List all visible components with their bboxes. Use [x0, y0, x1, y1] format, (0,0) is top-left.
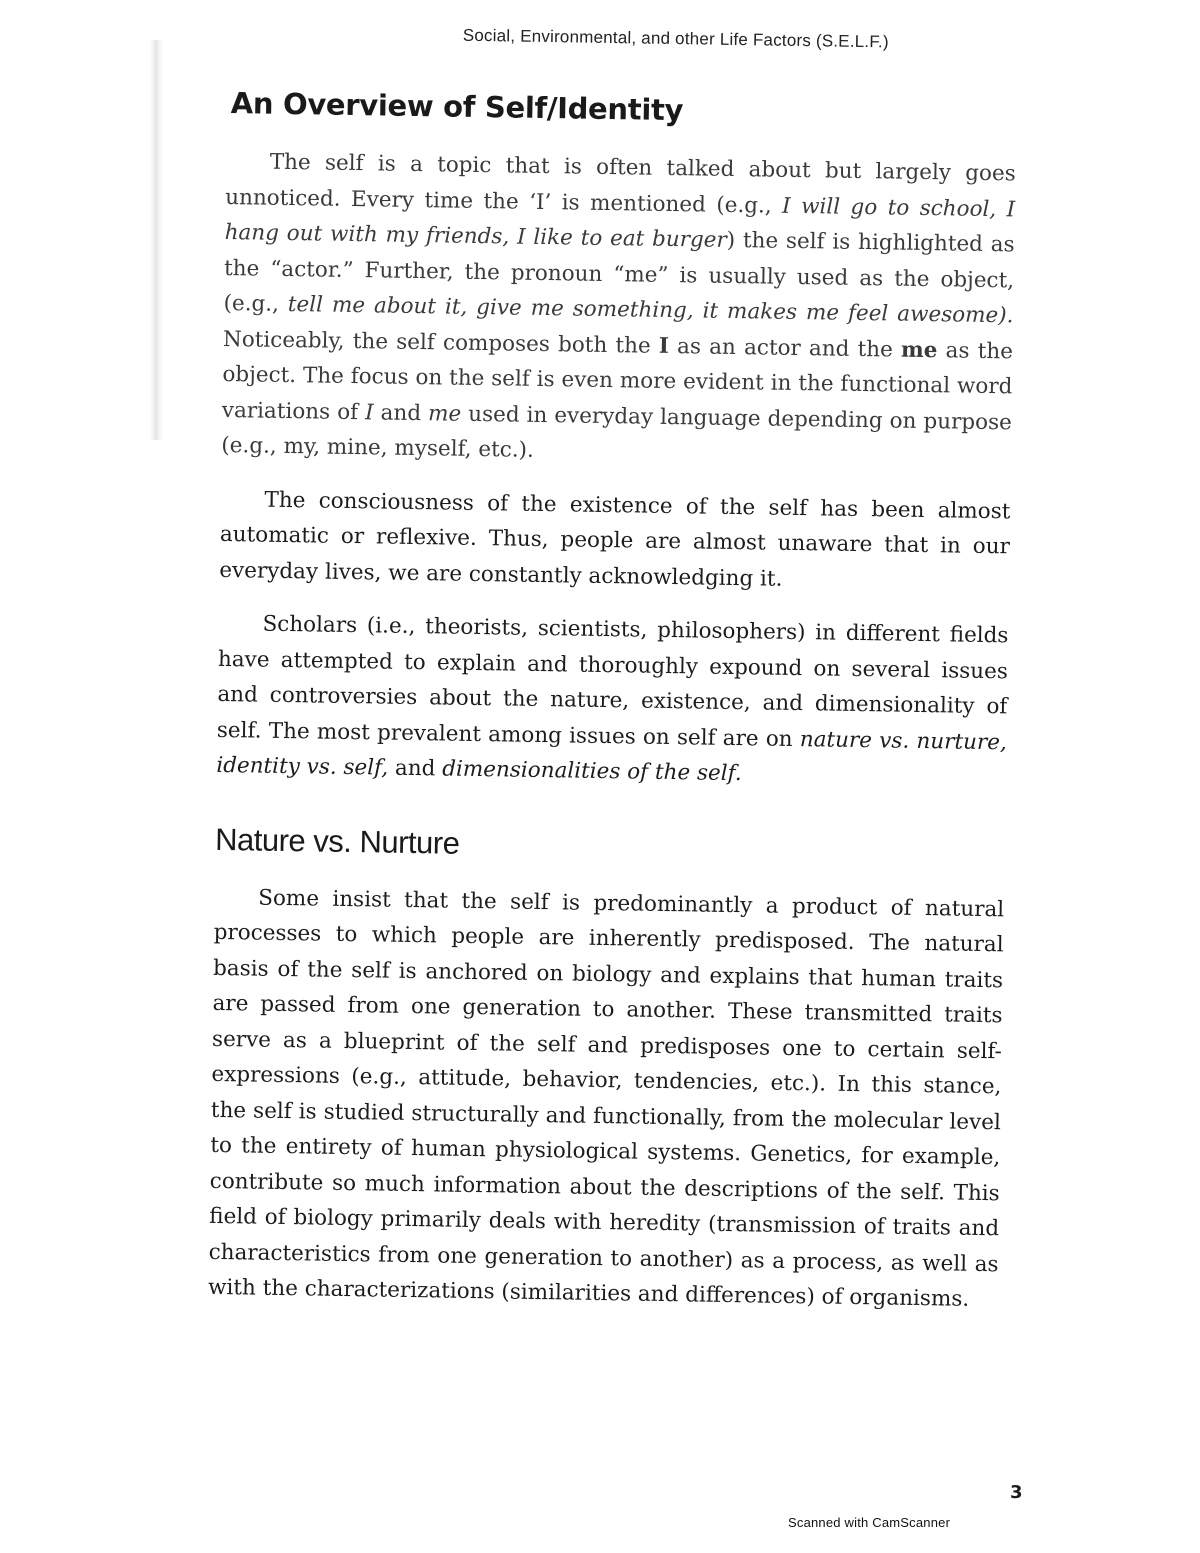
text-run: Noticeably, the self composes both the: [222, 326, 660, 359]
text-run: The self is a topic that is often talked about but largely goes unnoticed. Every time the ‘I’ is mentioned (e.g.,: [225, 149, 1016, 219]
book-page: [208, 22, 1018, 1336]
page-binding-shadow: [150, 40, 164, 440]
italic-run: nature vs. nurture, identity vs. self,: [216, 726, 1007, 781]
italic-run: I will go to school, I hang out with my friends, I like to eat burger: [224, 193, 1016, 253]
paragraph-overview-3: [216, 606, 1009, 796]
text-run: and: [387, 755, 443, 782]
text-run: Scholars (i.e., theorists, scientists, philosophers) in different fields have attempted to explain and thoroughly expound on several issues and controversies about the nature, existence, and dimensionality of self. The most prevalent among issues on self are on: [216, 611, 1009, 752]
italic-run: tell me about it, give me something, it makes me feel awesome).: [287, 291, 1014, 329]
running-header: Social, Environmental, and other Life Factors (S.E.L.F.): [462, 25, 889, 52]
paragraph-overview-1: [221, 144, 1016, 476]
section-title-overview: An Overview of Self/Identity: [230, 86, 684, 128]
text-run: as the object. The focus on the self is even more evident in the functional word variations of: [221, 337, 1014, 425]
text-run: and: [373, 399, 429, 426]
bold-run: me: [900, 337, 938, 363]
text-run: ) the self is highlighted as the “actor.” Further, the pronoun “me” is usually used as the object, (e.g.,: [223, 227, 1015, 317]
paragraph-overview-2: The consciousness of the existence of the self has been almost automatic or reflexive. Thus, people are almost unaware that in our everyday lives, we are constantly acknowledging it.: [219, 487, 1011, 592]
page-number: 3: [1010, 1482, 1023, 1503]
scanner-watermark: Scanned with CamScanner: [788, 1515, 951, 1530]
paragraph-nature-1: Some insist that the self is predominantly a product of natural processes to which people are inherently predisposed. The natural basis of the self is anchored on biology and explains that human traits are passed from one generation to another. These transmitted traits serve as a blueprint of the self and predisposes one to certain self-expressions (e.g., attitude, behavior, tendencies, etc.). In this stance, the self is studied structurally and functionally, from the molecular level to the entirety of human physiological systems. Genetics, for example, contribute so much information about the descriptions of the self. This field of biology primarily deals with heredity (transmission of traits and characteristics from one generation to another) as a process, as well as with the characterizations (similarities and differences) of organisms.: [207, 885, 1005, 1312]
text-run: used in everyday language depending on purpose (e.g., my, mine, myself, etc.).: [221, 401, 1013, 463]
italic-run: dimensionalities of the self.: [442, 756, 742, 787]
bold-run: I: [658, 333, 670, 359]
italic-run: me: [427, 400, 462, 427]
text-run: as an actor and the: [668, 333, 902, 363]
italic-run: I: [364, 399, 374, 425]
section-title-nature-vs-nurture: Nature vs. Nurture: [214, 821, 460, 861]
